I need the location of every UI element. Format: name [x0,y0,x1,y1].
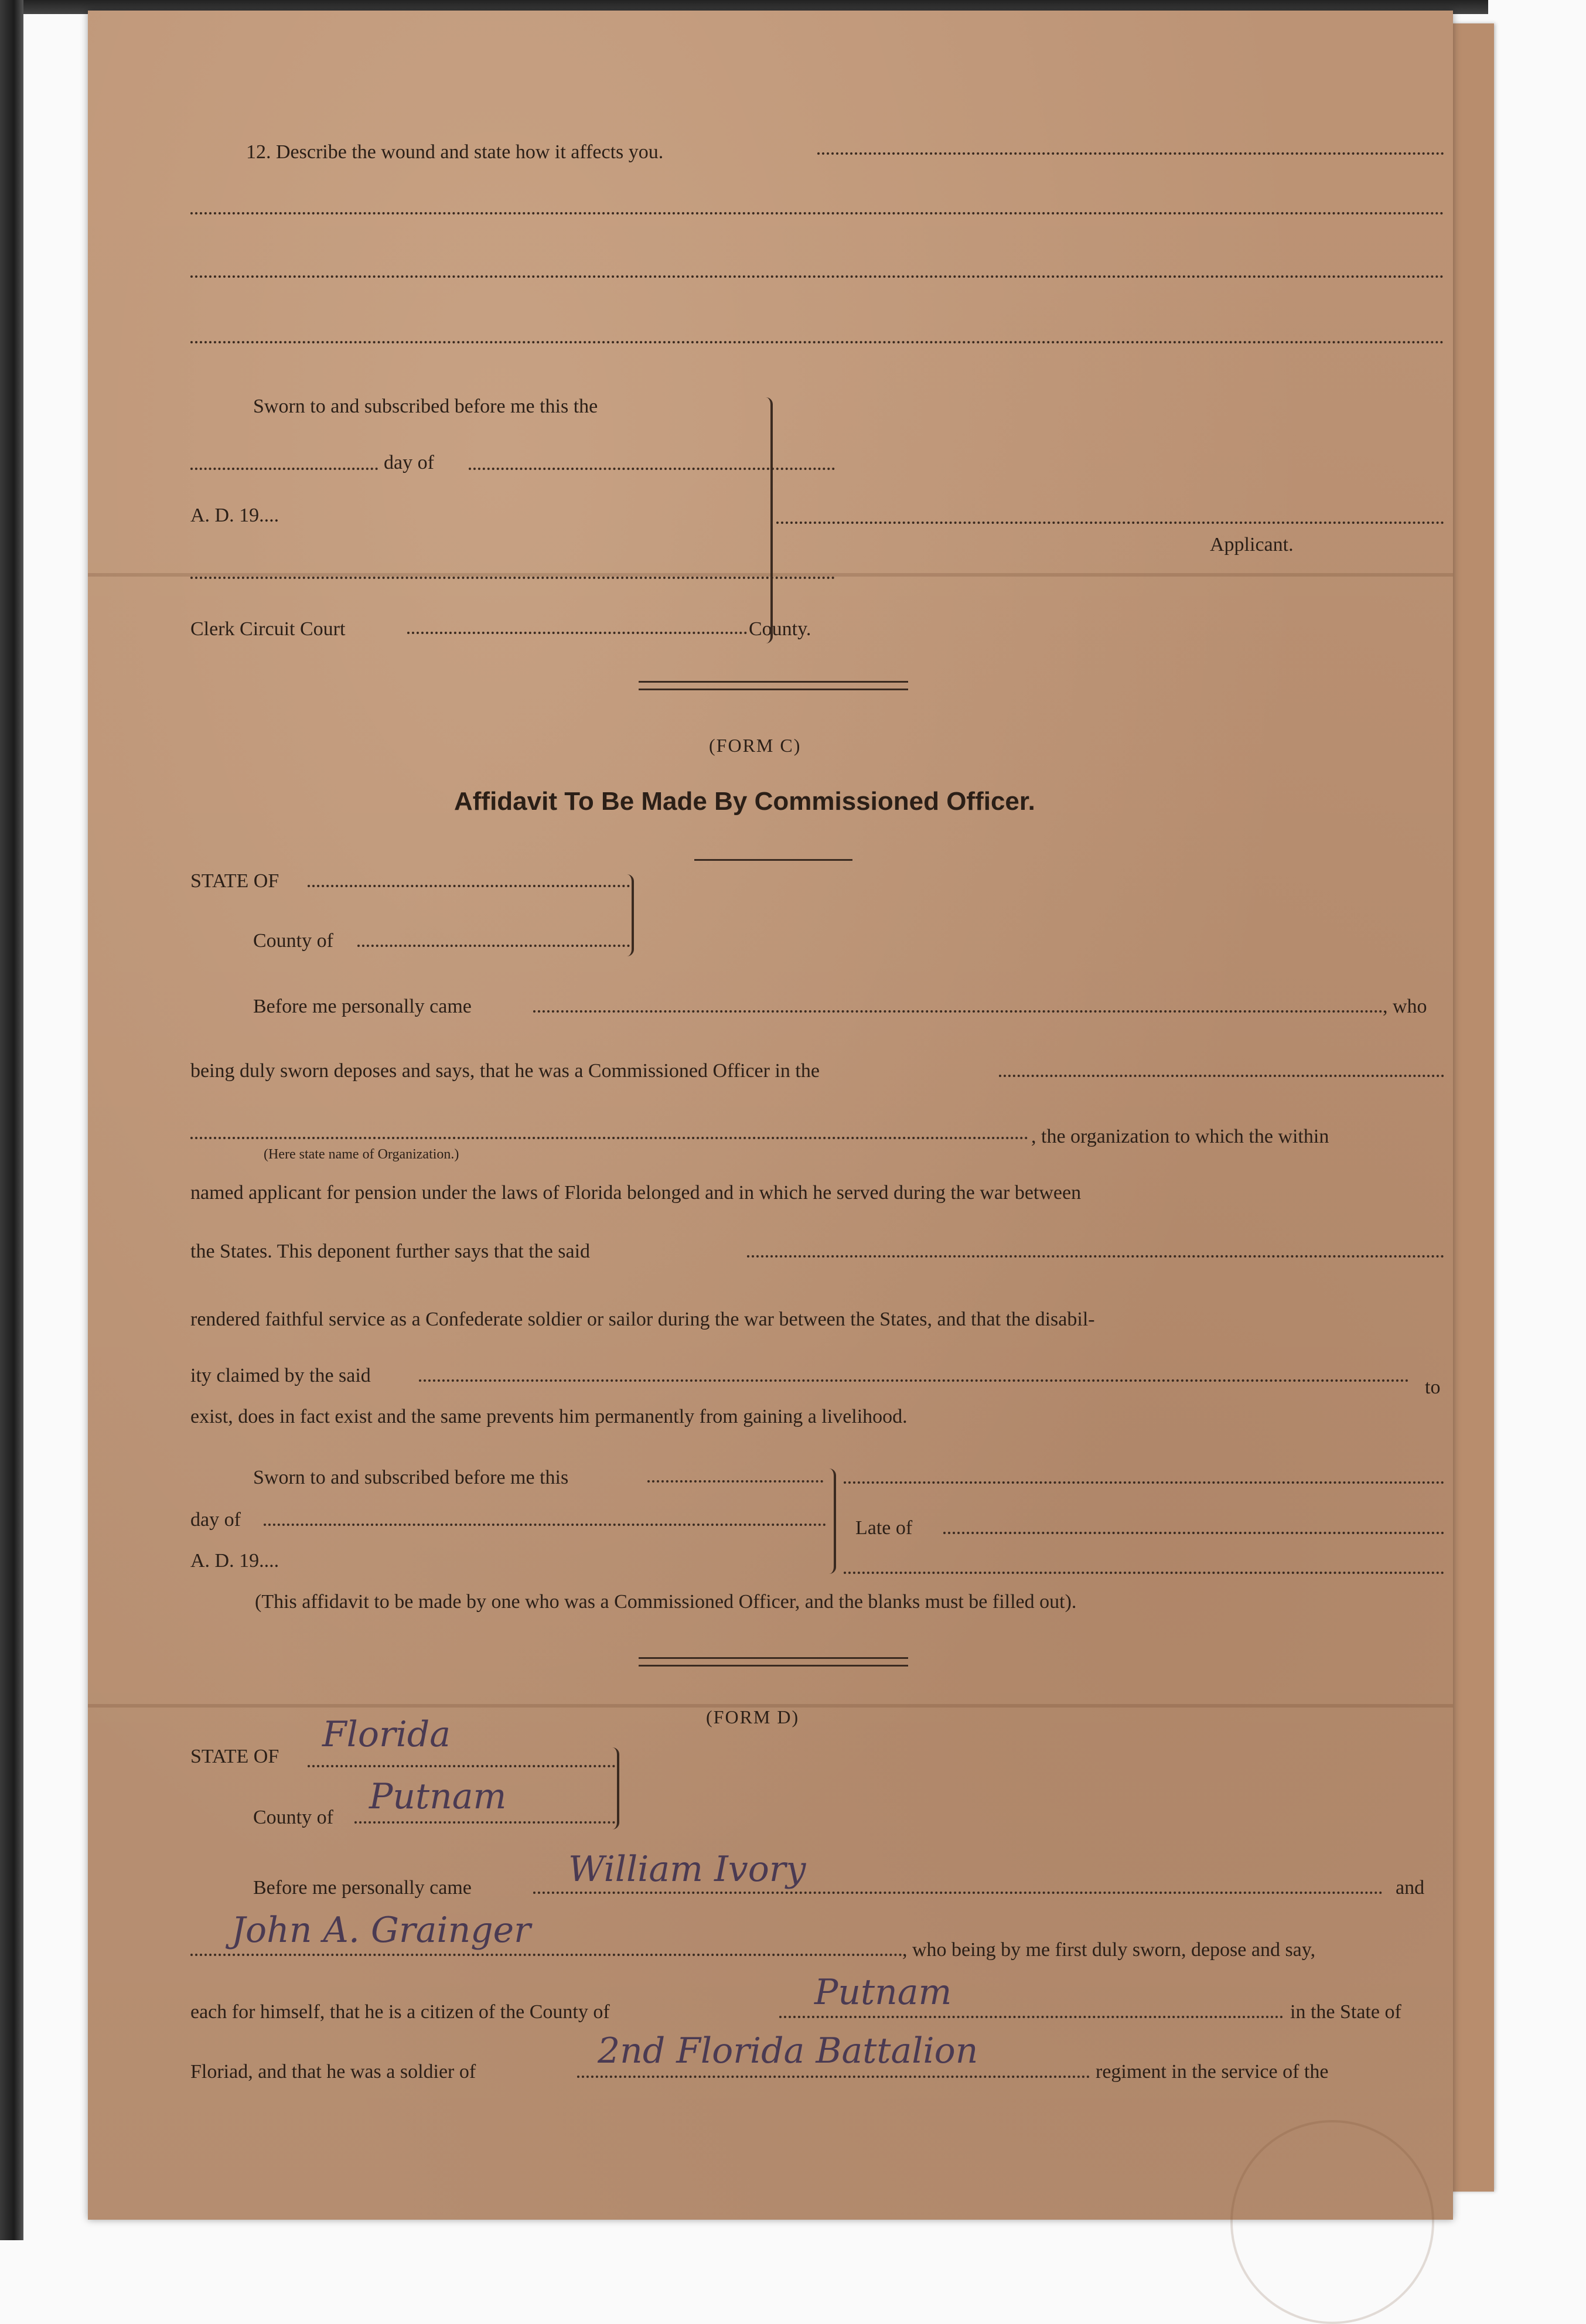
applicant-label: Applicant. [1210,534,1294,556]
blank-line [190,273,1444,278]
blank-line [844,1569,1444,1574]
brace [621,874,634,956]
citizen-text: each for himself, that he is a citizen of the County of [190,2001,610,2023]
exist-text: exist, does in fact exist and the same prevents him permanently from gaining a livelihood. [190,1406,908,1427]
county-label: County. [749,618,811,640]
day-of-label: day of [190,1509,241,1531]
blank-line [308,1763,615,1767]
document-page [88,11,1453,2220]
organization-hint: (Here state name of Organization.) [264,1147,459,1162]
blank-line [190,339,1444,343]
blank-line [469,465,835,470]
blank-line [407,629,747,634]
who-being-text: , who being by me first duly sworn, depose and say, [902,1939,1316,1961]
blank-line [779,2013,1283,2018]
sworn-line: Sworn to and subscribed before me this the [253,396,598,417]
affidavit-note: (This affidavit to be made by one who was a Commissioned Officer, and the blanks must be filled out). [255,1591,1077,1613]
ity-text: ity claimed by the said [190,1365,371,1386]
who-label: , who [1383,996,1427,1017]
day-of-label: day of [384,452,434,473]
ad-label: A. D. 19.... [190,1550,279,1572]
in-state-label: in the State of [1290,2001,1401,2023]
blank-line [190,465,378,470]
form-d-label: (FORM D) [706,1706,800,1727]
county-of-label: County of [253,1807,333,1828]
blank-line [943,1529,1444,1534]
county2-handwritten: Putnam [814,1972,952,2013]
brace [759,397,773,643]
blank-line [647,1478,823,1483]
state-handwritten: Florida [322,1714,451,1755]
blank-line [190,1951,902,1956]
title-underline [694,859,852,861]
blank-line [357,942,630,947]
blank-line [264,1521,826,1526]
brace [823,1468,836,1574]
name1-handwritten: William Ivory [568,1849,806,1890]
blank-line [577,2073,1090,2078]
and-label: and [1396,1877,1425,1899]
form-c-title: Affidavit To Be Made By Commissioned Officer. [454,787,1035,816]
form-c-label: (FORM C) [709,735,801,756]
state-of-label: STATE OF [190,1746,279,1767]
blank-line [533,1008,1383,1013]
blank-line [533,1889,1383,1894]
states-text: the States. This deponent further says that the said [190,1241,591,1262]
scanner-edge [0,0,23,2240]
being-sworn-text: being duly sworn deposes and says, that he was a Commissioned Officer in the [190,1060,820,1082]
section-divider [639,681,908,690]
before-label: Before me personally came [253,1877,472,1899]
blank-line [190,210,1444,214]
blank-line [308,882,630,887]
named-applicant-text: named applicant for pension under the laws of Florida belonged and in which he served during the war between [190,1182,1082,1204]
clerk-label: Clerk Circuit Court [190,618,346,640]
signature-line [776,519,1444,524]
embossed-seal [1230,2120,1434,2324]
state-of-label: STATE OF [190,870,279,892]
blank-line [354,1819,615,1824]
regiment-text: regiment in the service of the [1096,2061,1329,2083]
before-label: Before me personally came [253,996,472,1017]
blank-line [747,1253,1444,1258]
brace [606,1747,619,1829]
blank-line [844,1479,1444,1484]
blank-line [190,574,835,579]
to-label: to [1425,1376,1441,1398]
rendered-text: rendered faithful service as a Confederate soldier or sailor during the war between the States, and that the disabil- [190,1308,1095,1330]
regiment-handwritten: 2nd Florida Battalion [598,2030,978,2071]
question-12: 12. Describe the wound and state how it affects you. [246,141,664,163]
blank-line [190,1134,1028,1139]
soldier-text: Floriad, and that he was a soldier of [190,2061,476,2083]
section-divider [639,1657,908,1667]
sworn-before-text: Sworn to and subscribed before me this [253,1467,569,1488]
organization-text: , the organization to which the within [1031,1126,1329,1147]
blank-line [999,1072,1444,1077]
county-of-label: County of [253,930,333,952]
name2-handwritten: John A. Grainger [231,1910,531,1951]
late-of-label: Late of [855,1517,913,1539]
blank-line [419,1377,1409,1382]
ad-label: A. D. 19.... [190,505,279,526]
county-handwritten: Putnam [369,1776,507,1817]
blank-line [817,150,1444,155]
